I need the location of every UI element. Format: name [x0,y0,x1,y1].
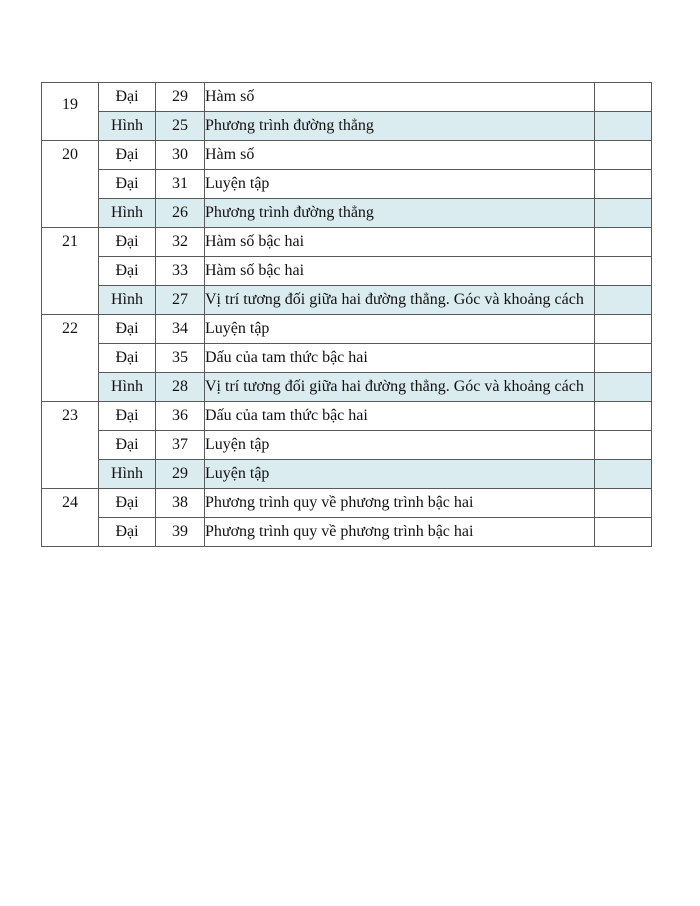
subject-cell: Đại [99,518,156,547]
lesson-number-cell: 29 [156,460,205,489]
table-row [42,489,652,518]
note-cell [595,315,652,344]
lesson-number-cell: 29 [156,83,205,112]
note-cell [595,489,652,518]
subject-cell: Hình [99,286,156,315]
lesson-topic-cell: Vị trí tương đối giữa hai đường thẳng. Góc và khoảng cách [205,373,595,402]
subject-cell: Hình [99,199,156,228]
lesson-topic-cell: Dấu của tam thức bậc hai [205,402,595,431]
week-number-cell: 24 [42,489,99,547]
table-row [42,83,652,112]
lesson-number-cell: 35 [156,344,205,373]
week-number-cell: 23 [42,402,99,489]
note-cell [595,431,652,460]
table-row [42,315,652,344]
lesson-number-cell: 25 [156,112,205,141]
week-number-cell: 21 [42,228,99,315]
lesson-topic-cell: Hàm số bậc hai [205,228,595,257]
note-cell [595,83,652,112]
table-row [42,199,652,228]
subject-cell: Đại [99,257,156,286]
subject-cell: Hình [99,373,156,402]
lesson-number-cell: 28 [156,373,205,402]
lesson-number-cell: 32 [156,228,205,257]
table-row [42,431,652,460]
table-row [42,228,652,257]
lesson-topic-cell: Luyện tập [205,170,595,199]
lesson-number-cell: 34 [156,315,205,344]
lesson-topic-cell: Vị trí tương đối giữa hai đường thẳng. Góc và khoảng cách [205,286,595,315]
note-cell [595,286,652,315]
table-row [42,373,652,402]
subject-cell: Đại [99,489,156,518]
note-cell [595,228,652,257]
lesson-number-cell: 36 [156,402,205,431]
subject-cell: Đại [99,170,156,199]
lesson-topic-cell: Phương trình đường thẳng [205,112,595,141]
note-cell [595,112,652,141]
note-cell [595,344,652,373]
note-cell [595,518,652,547]
lesson-number-cell: 39 [156,518,205,547]
subject-cell: Đại [99,431,156,460]
table-row [42,286,652,315]
table-row [42,112,652,141]
note-cell [595,257,652,286]
table-row [42,170,652,199]
subject-cell: Đại [99,141,156,170]
note-cell [595,460,652,489]
subject-cell: Đại [99,228,156,257]
lesson-topic-cell: Phương trình quy về phương trình bậc hai [205,489,595,518]
lesson-topic-cell: Phương trình quy về phương trình bậc hai [205,518,595,547]
note-cell [595,373,652,402]
lesson-number-cell: 33 [156,257,205,286]
note-cell [595,199,652,228]
subject-cell: Đại [99,344,156,373]
lesson-number-cell: 27 [156,286,205,315]
curriculum-table [41,82,652,547]
subject-cell: Hình [99,112,156,141]
table-row [42,518,652,547]
subject-cell: Đại [99,315,156,344]
lesson-topic-cell: Luyện tập [205,431,595,460]
lesson-number-cell: 37 [156,431,205,460]
lesson-topic-cell: Hàm số bậc hai [205,257,595,286]
week-number-cell: 19 [42,83,99,141]
lesson-topic-cell: Luyện tập [205,460,595,489]
note-cell [595,402,652,431]
lesson-number-cell: 30 [156,141,205,170]
note-cell [595,170,652,199]
table-row [42,460,652,489]
week-number-cell: 20 [42,141,99,228]
lesson-topic-cell: Phương trình đường thẳng [205,199,595,228]
curriculum-table-body [42,83,652,547]
table-row [42,257,652,286]
subject-cell: Đại [99,402,156,431]
week-number-cell: 22 [42,315,99,402]
subject-cell: Hình [99,460,156,489]
table-row [42,402,652,431]
lesson-topic-cell: Dấu của tam thức bậc hai [205,344,595,373]
lesson-number-cell: 26 [156,199,205,228]
note-cell [595,141,652,170]
lesson-topic-cell: Luyện tập [205,315,595,344]
lesson-topic-cell: Hàm số [205,83,595,112]
table-row [42,141,652,170]
subject-cell: Đại [99,83,156,112]
lesson-number-cell: 38 [156,489,205,518]
table-row [42,344,652,373]
lesson-topic-cell: Hàm số [205,141,595,170]
lesson-number-cell: 31 [156,170,205,199]
